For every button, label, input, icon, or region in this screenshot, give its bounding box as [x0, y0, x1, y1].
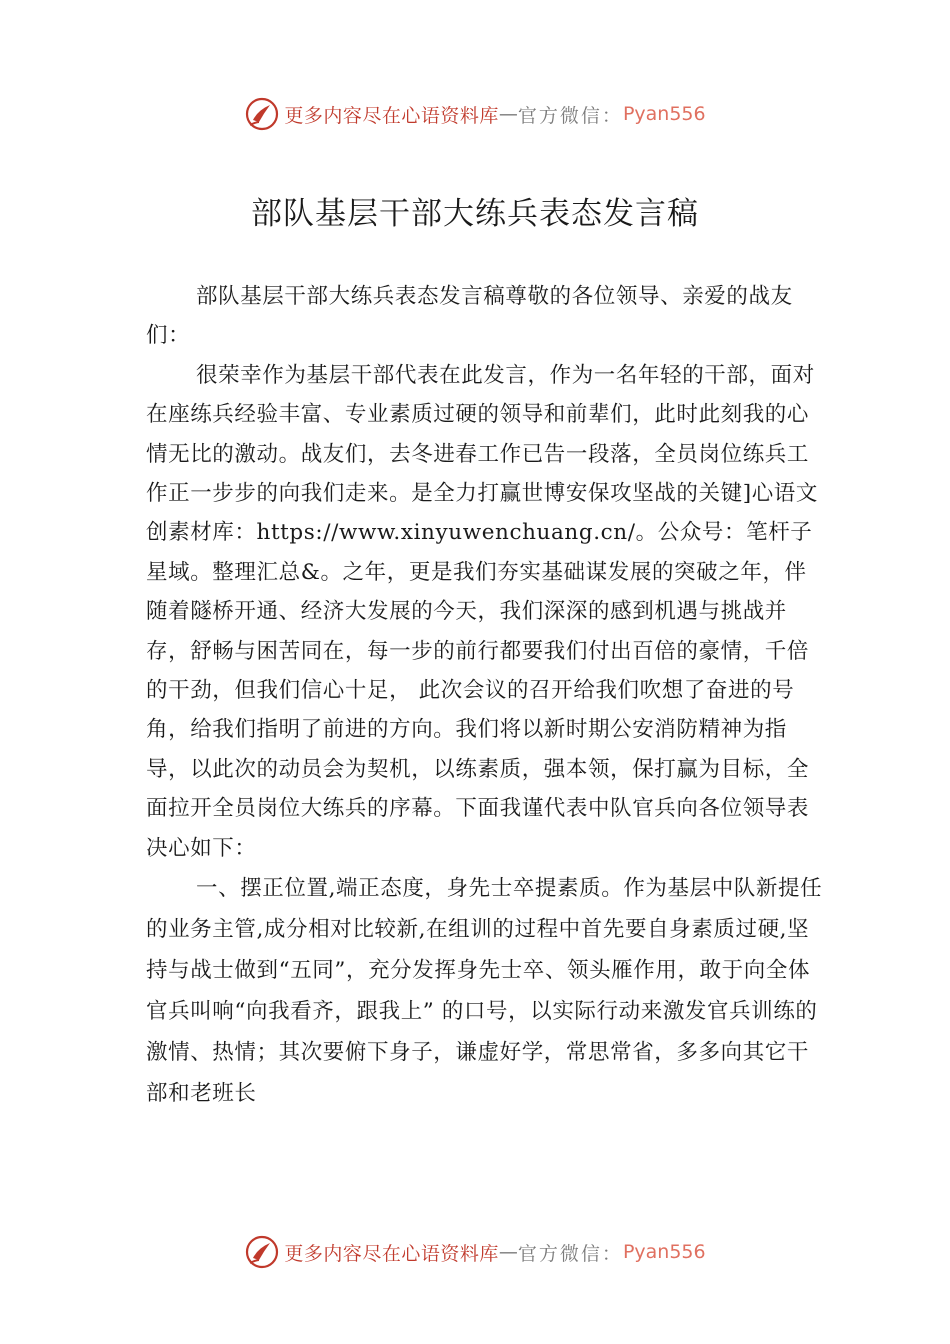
promo-dash: — — [498, 103, 518, 125]
promo-text: 更多内容尽在心语资料库 — [284, 1242, 499, 1265]
promo-text: 更多内容尽在心语资料库 — [284, 104, 499, 127]
document-title: 部队基层干部大练兵表态发言稿 — [251, 196, 699, 232]
brush-logo-icon — [244, 1234, 280, 1270]
footer-watermark-banner — [0, 1232, 950, 1272]
wechat-id: Pyan556 — [622, 103, 706, 125]
wechat-label: 官方微信： — [517, 1242, 623, 1265]
header-watermark-banner — [0, 94, 950, 134]
wechat-label: 官方微信： — [517, 104, 623, 127]
paragraph-main: 很荣幸作为基层干部代表在此发言，作为一名年轻的干部，面对在座练兵经验丰富、专业素质过硬的领导和前辈们，此时此刻我的心情无比的激动。战友们，去冬进春工作已告一段落，全员岗位练兵工作正一步步的向我们走来。是全力打赢世博安保攻坚战的关键]心语文创素材库：https://www.xinyuwenchuang.cn/。公众号：笔杆子星域。整理汇总&。之年，更是我们夯实基础谋发展的突破之年，伴随着隧桥开通、经济大发展的今天，我们深深的感到机遇与挑战并存，舒畅与困苦同在，每一步的前行都要我们付出百倍的豪情，千倍的干劲，但我们信心十足， 此次会议的召开给我们吹想了奋进的号角，给我们指明了前进的方向。我们将以新时期公安消防精神为指导，以此次的动员会为契机，以练素质，强本领，保打赢为目标，全面拉开全员岗位大练兵的序幕。下面我谨代表中队官兵向各位领导表决心如下： — [146, 362, 818, 861]
brush-logo-icon — [244, 96, 280, 132]
wechat-id: Pyan556 — [622, 1241, 706, 1263]
promo-dash: — — [498, 1241, 518, 1263]
paragraph-greeting: 部队基层干部大练兵表态发言稿尊敬的各位领导、亲爱的战友们： — [146, 284, 793, 349]
paragraph-point-one: 一、摆正位置,端正态度，身先士卒提素质。作为基层中队新提任的业务主管,成分相对比较新,在组训的过程中首先要自身素质过硬,坚持与战士做到“五同”，充分发挥身先士卒、领头雁作用，敢于向全体官兵叫响“向我看齐，跟我上” 的口号，以实际行动来激发官兵训练的激情、热情；其次要俯下身子，谦虚好学，常思常省，多多向其它干部和老班长 — [146, 876, 823, 1107]
document-body — [146, 277, 826, 1114]
